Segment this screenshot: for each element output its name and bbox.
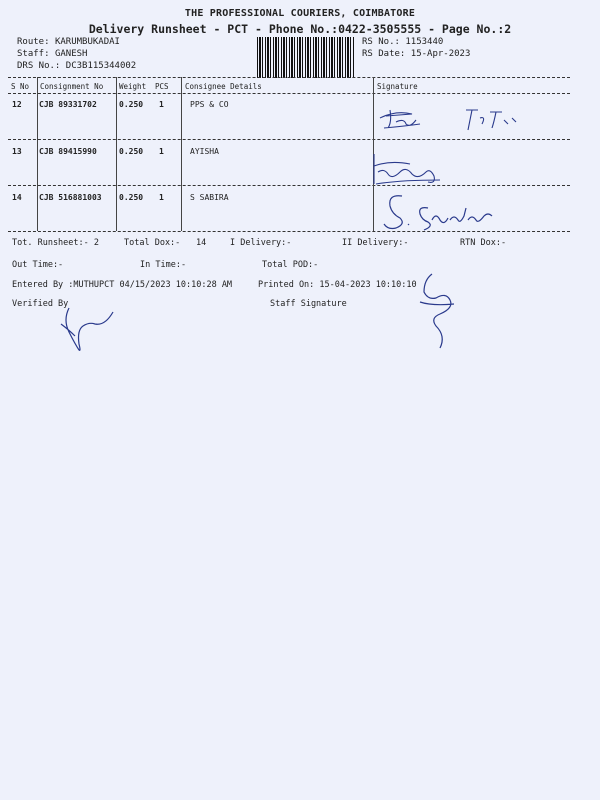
tot-runsheet: Tot. Runsheet:- 2 <box>12 238 99 248</box>
column-divider <box>116 77 117 231</box>
rs-no-line <box>362 37 443 47</box>
in-time: In Time:- <box>140 260 187 270</box>
route-line <box>17 37 120 47</box>
rs-no-value: 1153440 <box>405 37 444 47</box>
col-header-sno: S No <box>11 82 30 91</box>
row-pcs: 1 <box>159 147 164 156</box>
column-divider <box>37 77 38 231</box>
drs-label: DRS No.: <box>17 61 61 71</box>
row-consignment: CJB 89415990 <box>39 147 97 156</box>
table-top-rule <box>8 77 570 78</box>
printed-on: Printed On: 15-04-2023 10:10:10 <box>258 280 417 290</box>
route-value: KARUMBUKADAI <box>54 37 120 47</box>
total-dox-value: 14 <box>196 238 207 248</box>
row-weight: 0.250 <box>119 100 144 109</box>
rs-no-label: RS No.: <box>362 37 400 47</box>
total-pod: Total POD:- <box>262 260 319 270</box>
row-consignment: CJB 516881003 <box>39 193 102 202</box>
barcode <box>257 37 355 78</box>
company-title: THE PROFESSIONAL COURIERS, COIMBATORE <box>184 8 416 19</box>
row-consignee: PPS & CO <box>190 100 229 109</box>
row-consignment: CJB 89331702 <box>39 100 97 109</box>
route-label: Route: <box>17 37 50 47</box>
drs-value: DC3B115344002 <box>65 61 137 71</box>
staff-value: GANESH <box>54 49 88 59</box>
total-dox-label: Total Dox:- <box>124 238 181 248</box>
staff-label: Staff: <box>17 49 50 59</box>
col-header-signature: Signature <box>377 82 418 91</box>
table-header-rule <box>8 93 570 94</box>
row-sno: 12 <box>12 100 22 109</box>
verified-by-label: Verified By <box>12 299 69 309</box>
verified-by-signature <box>55 300 125 355</box>
row-pcs: 1 <box>159 100 164 109</box>
row-sno: 14 <box>12 193 22 202</box>
row-consignee: S SABIRA <box>190 193 229 202</box>
drs-line <box>17 61 136 71</box>
out-time: Out Time:- <box>12 260 64 270</box>
row-rule <box>8 185 570 186</box>
rtn-dox: RTN Dox:- <box>460 238 507 248</box>
signature-row-13 <box>370 150 460 188</box>
signature-row-14 <box>378 190 508 235</box>
row-weight: 0.250 <box>119 147 144 156</box>
row-sno: 13 <box>12 147 22 156</box>
row-rule <box>8 139 570 140</box>
entered-by: Entered By :MUTHUPCT 04/15/2023 10:10:28 AM <box>12 280 233 290</box>
row-consignee: AYISHA <box>190 147 219 156</box>
signature-row-12 <box>376 100 556 138</box>
i-delivery: I Delivery:- <box>230 238 292 248</box>
rs-date-value: 15-Apr-2023 <box>410 49 471 59</box>
staff-signature <box>410 270 470 355</box>
col-header-consignee: Consignee Details <box>185 82 262 91</box>
row-weight: 0.250 <box>119 193 144 202</box>
staff-line <box>17 49 87 59</box>
ii-delivery: II Delivery:- <box>342 238 409 248</box>
col-header-weight: Weight <box>119 82 147 91</box>
staff-signature-label: Staff Signature <box>270 299 347 309</box>
col-header-pcs: PCS <box>155 82 169 91</box>
rs-date-line <box>362 49 470 59</box>
rs-date-label: RS Date: <box>362 49 406 59</box>
runsheet-subtitle: Delivery Runsheet - PCT - Phone No.:0422-3505555 - Page No.:2 <box>88 22 512 36</box>
row-pcs: 1 <box>159 193 164 202</box>
col-header-consignment: Consignment No <box>40 82 104 91</box>
column-divider <box>181 77 182 231</box>
